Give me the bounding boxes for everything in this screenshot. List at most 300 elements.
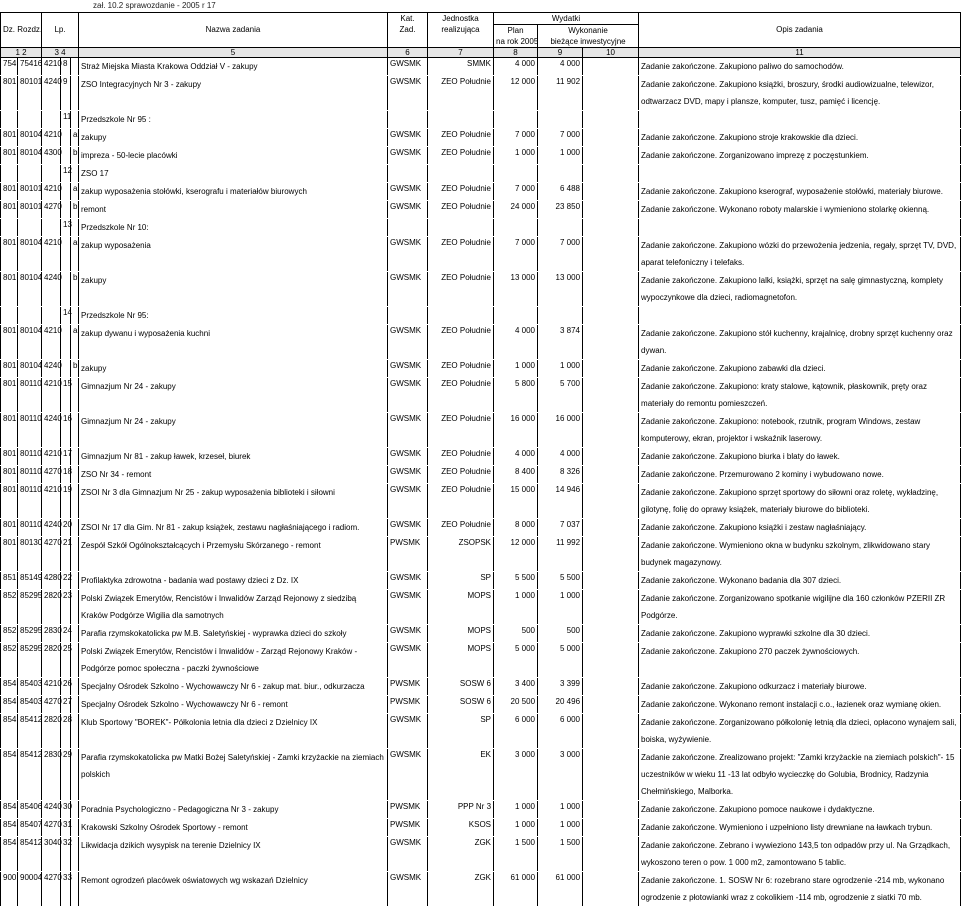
cell-sub: a xyxy=(71,183,79,201)
cell-dz: 801 xyxy=(1,147,18,165)
table-row xyxy=(1,625,961,643)
cell-par xyxy=(42,219,61,237)
table-row xyxy=(1,325,961,360)
table-row xyxy=(1,837,961,872)
cell-opis xyxy=(639,307,961,325)
cell-wyk: 1 000 xyxy=(538,801,583,819)
cell-nazwa: ZSOI Nr 17 dla Gim. Nr 81 - zakup książek, zestawu nagłaśniającego i radiom. xyxy=(79,519,388,537)
cell-lp xyxy=(61,272,71,307)
cell-par: 4270 xyxy=(42,872,61,907)
cell-jedn: ZEO Południe xyxy=(428,272,494,307)
cell-opis: Zadanie zakończone. Zakupiono zabawki dla dzieci. xyxy=(639,360,961,378)
cell-rozdz: 80104 xyxy=(18,129,42,147)
cell-opis: Zadanie zakończone. Zakupiono stół kuchenny, krajalnicę, drobny sprzęt kuchenny oraz dywan. xyxy=(639,325,961,360)
cell-kat: GWSMK xyxy=(388,484,428,519)
cell-dz: 801 xyxy=(1,360,18,378)
cell-inw xyxy=(583,678,639,696)
cell-plan: 7 000 xyxy=(494,129,538,147)
table-row xyxy=(1,76,961,111)
cell-nazwa: remont xyxy=(79,201,388,219)
cell-dz: 801 xyxy=(1,378,18,413)
cell-inw xyxy=(583,219,639,237)
cell-nazwa: ZSO 17 xyxy=(79,165,388,183)
cell-nazwa: Gimnazjum Nr 81 - zakup ławek, krzeseł, biurek xyxy=(79,448,388,466)
cell-nazwa: Likwidacja dzikich wysypisk na terenie Dzielnicy IX xyxy=(79,837,388,872)
cell-rozdz: 75416 xyxy=(18,58,42,76)
cell-rozdz: 80104 xyxy=(18,325,42,360)
cell-dz xyxy=(1,165,18,183)
cell-dz xyxy=(1,219,18,237)
cell-wyk: 1 500 xyxy=(538,837,583,872)
cell-dz: 854 xyxy=(1,696,18,714)
table-row xyxy=(1,448,961,466)
cell-inw xyxy=(583,696,639,714)
cell-nazwa: zakupy xyxy=(79,129,388,147)
cell-wyk: 16 000 xyxy=(538,413,583,448)
cell-wyk: 7 000 xyxy=(538,237,583,272)
cell-par: 2830 xyxy=(42,749,61,801)
cell-plan: 5 800 xyxy=(494,378,538,413)
cell-kat: GWSMK xyxy=(388,183,428,201)
cell-opis: Zadanie zakończone. Zebrano i wywieziono 143,5 ton odpadów przy ul. Na Grządkach, wykoszono teren o pow. 1 000 m2, zamontowano 5 tablic. xyxy=(639,837,961,872)
cell-wyk: 11 902 xyxy=(538,76,583,111)
cell-jedn xyxy=(428,165,494,183)
cell-opis: Zadanie zakończone. Zakupiono stroje krakowskie dla dzieci. xyxy=(639,129,961,147)
cell-nazwa: Profilaktyka zdrowotna - badania wad postawy dzieci z Dz. IX xyxy=(79,572,388,590)
cell-wyk: 11 992 xyxy=(538,537,583,572)
table-row xyxy=(1,413,961,448)
cell-lp: 11 xyxy=(61,111,71,129)
cell-kat: GWSMK xyxy=(388,643,428,678)
cell-nazwa: Przedszkole Nr 95: xyxy=(79,307,388,325)
cell-inw xyxy=(583,129,639,147)
cell-par xyxy=(42,165,61,183)
cell-wyk: 8 326 xyxy=(538,466,583,484)
cell-inw xyxy=(583,749,639,801)
cell-plan: 500 xyxy=(494,625,538,643)
cell-par: 4270 xyxy=(42,696,61,714)
cell-par: 4210 xyxy=(42,129,61,147)
cell-opis: Zadanie zakończone. Zakupiono wyprawki szkolne dla 30 dzieci. xyxy=(639,625,961,643)
cell-plan: 4 000 xyxy=(494,448,538,466)
cell-jedn: ZEO Południe xyxy=(428,237,494,272)
cell-nazwa: Straż Miejska Miasta Krakowa Oddział V - zakupy xyxy=(79,58,388,76)
cell-nazwa: ZSO Nr 34 - remont xyxy=(79,466,388,484)
cell-lp: 16 xyxy=(61,413,71,448)
cell-jedn: SP xyxy=(428,714,494,749)
cell-wyk: 1 000 xyxy=(538,147,583,165)
table-row xyxy=(1,272,961,307)
table-row xyxy=(1,590,961,625)
cell-inw xyxy=(583,572,639,590)
cell-inw xyxy=(583,819,639,837)
cell-inw xyxy=(583,201,639,219)
cell-lp: 17 xyxy=(61,448,71,466)
cell-inw xyxy=(583,625,639,643)
table-row xyxy=(1,147,961,165)
cell-opis: Zadanie zakończone. Zorganizowano imprezę z poczęstunkiem. xyxy=(639,147,961,165)
cell-sub: b xyxy=(71,201,79,219)
cell-dz: 801 xyxy=(1,519,18,537)
table-row xyxy=(1,872,961,907)
cell-nazwa: Polski Związek Emerytów, Rencistów i Inwalidów - Zarząd Rejonowy Kraków - Podgórze pomoc społeczna - paczki żywnościowe xyxy=(79,643,388,678)
cell-dz xyxy=(1,307,18,325)
table-body xyxy=(1,58,961,907)
cell-inw xyxy=(583,111,639,129)
cell-wyk: 23 850 xyxy=(538,201,583,219)
table-row xyxy=(1,696,961,714)
cell-rozdz: 80110 xyxy=(18,519,42,537)
cell-lp: 27 xyxy=(61,696,71,714)
table-row xyxy=(1,307,961,325)
cell-dz: 754 xyxy=(1,58,18,76)
header-wydatki: Wydatki xyxy=(494,13,639,25)
cell-wyk: 3 874 xyxy=(538,325,583,360)
cell-lp: 8 xyxy=(61,58,71,76)
cell-plan: 5 000 xyxy=(494,643,538,678)
cell-par: 2820 xyxy=(42,643,61,678)
cell-plan: 3 400 xyxy=(494,678,538,696)
cell-kat: GWSMK xyxy=(388,147,428,165)
cell-kat: GWSMK xyxy=(388,237,428,272)
cell-kat: GWSMK xyxy=(388,58,428,76)
cell-dz: 801 xyxy=(1,129,18,147)
table-row xyxy=(1,360,961,378)
cell-par: 4210 xyxy=(42,183,61,201)
cell-opis: Zadanie zakończone. Wymieniono okna w budynku szkolnym, zlikwidowano stary budynek magazynowy. xyxy=(639,537,961,572)
cell-par xyxy=(42,111,61,129)
cell-plan: 1 000 xyxy=(494,590,538,625)
cell-kat: GWSMK xyxy=(388,466,428,484)
table-row xyxy=(1,819,961,837)
cell-plan: 7 000 xyxy=(494,183,538,201)
cell-dz: 852 xyxy=(1,625,18,643)
cell-jedn: SOSW 6 xyxy=(428,696,494,714)
cell-opis: Zadanie zakończone. Zakupiono książki, broszury, środki audiowizualne, telewizor, odtwarzacz DVD, mapy i plansze, komputer, tusz, pamięć i licencję. xyxy=(639,76,961,111)
cell-plan xyxy=(494,307,538,325)
cell-kat: GWSMK xyxy=(388,378,428,413)
cell-kat: GWSMK xyxy=(388,519,428,537)
cell-rozdz: 90004 xyxy=(18,872,42,907)
cell-dz: 801 xyxy=(1,448,18,466)
table-row xyxy=(1,165,961,183)
cell-lp xyxy=(61,325,71,360)
cell-opis: Zadanie zakończone. Zrealizowano projekt: "Zamki krzyżackie na ziemiach polskich"- 15 uczestników w wieku 11 -13 lat odbyło wycieczkę do Golubia, Brodnicy, Radzynia Chełmińskiego, Malborka. xyxy=(639,749,961,801)
cell-opis: Zadanie zakończone. Zakupiono biurka i blaty do ławek. xyxy=(639,448,961,466)
cell-wyk: 1 000 xyxy=(538,590,583,625)
cell-nazwa: zakup wyposażenia stołówki, kserografu i materiałów biurowych xyxy=(79,183,388,201)
cell-nazwa: zakupy xyxy=(79,360,388,378)
cell-rozdz: 85407 xyxy=(18,819,42,837)
cell-wyk: 5 700 xyxy=(538,378,583,413)
cell-plan: 1 000 xyxy=(494,147,538,165)
cell-inw xyxy=(583,413,639,448)
cell-kat: PWSMK xyxy=(388,537,428,572)
cell-kat: PWSMK xyxy=(388,678,428,696)
cell-inw xyxy=(583,484,639,519)
cell-rozdz: 80101 xyxy=(18,201,42,219)
cell-nazwa: ZSO Integracyjnych Nr 3 - zakupy xyxy=(79,76,388,111)
cell-opis xyxy=(639,165,961,183)
cell-wyk: 14 946 xyxy=(538,484,583,519)
cell-plan: 15 000 xyxy=(494,484,538,519)
cell-plan: 8 000 xyxy=(494,519,538,537)
cell-inw xyxy=(583,714,639,749)
cell-lp xyxy=(61,237,71,272)
cell-dz: 851 xyxy=(1,572,18,590)
table-row xyxy=(1,678,961,696)
cell-nazwa: zakupy xyxy=(79,272,388,307)
cell-kat: GWSMK xyxy=(388,749,428,801)
cell-jedn: ZSOPSK xyxy=(428,537,494,572)
cell-par: 4240 xyxy=(42,272,61,307)
cell-inw xyxy=(583,378,639,413)
cell-plan: 4 000 xyxy=(494,58,538,76)
cell-kat: GWSMK xyxy=(388,413,428,448)
cell-rozdz: 80104 xyxy=(18,237,42,272)
cell-plan: 5 500 xyxy=(494,572,538,590)
cell-jedn: ZEO Południe xyxy=(428,183,494,201)
cell-wyk: 500 xyxy=(538,625,583,643)
cell-plan: 12 000 xyxy=(494,537,538,572)
cell-rozdz: 80110 xyxy=(18,484,42,519)
header-num-1-2: 1 2 xyxy=(1,48,42,58)
cell-nazwa: Parafia rzymskokatolicka pw M.B. Saletyńskiej - wyprawka dzieci do szkoły xyxy=(79,625,388,643)
cell-nazwa: ZSOI Nr 3 dla Gimnazjum Nr 25 - zakup wyposażenia biblioteki i siłowni xyxy=(79,484,388,519)
cell-opis: Zadanie zakończone. Zakupiono wózki do przewożenia jedzenia, regały, sprzęt TV, DVD, aparat telefoniczny i telefaks. xyxy=(639,237,961,272)
cell-wyk: 6 000 xyxy=(538,714,583,749)
cell-jedn: MOPS xyxy=(428,643,494,678)
cell-lp xyxy=(61,147,71,165)
cell-dz: 801 xyxy=(1,484,18,519)
cell-dz: 801 xyxy=(1,201,18,219)
cell-nazwa: Parafia rzymskokatolicka pw Matki Bożej Saletyńskiej - Zamki krzyżackie na ziemiach polskich xyxy=(79,749,388,801)
cell-par: 4210 xyxy=(42,237,61,272)
cell-par: 4210 xyxy=(42,484,61,519)
cell-kat: GWSMK xyxy=(388,448,428,466)
table-row xyxy=(1,129,961,147)
cell-wyk: 7 037 xyxy=(538,519,583,537)
cell-wyk: 61 000 xyxy=(538,872,583,907)
table-row xyxy=(1,237,961,272)
cell-sub: a xyxy=(71,325,79,360)
cell-jedn: ZEO Południe xyxy=(428,201,494,219)
cell-sub: a xyxy=(71,237,79,272)
cell-plan: 16 000 xyxy=(494,413,538,448)
cell-plan xyxy=(494,219,538,237)
cell-wyk xyxy=(538,111,583,129)
cell-plan: 6 000 xyxy=(494,714,538,749)
cell-wyk: 1 000 xyxy=(538,360,583,378)
cell-opis: Zadanie zakończone. Zakupiono pomoce naukowe i dydaktyczne. xyxy=(639,801,961,819)
cell-jedn: ZGK xyxy=(428,872,494,907)
cell-inw xyxy=(583,872,639,907)
cell-par: 4240 xyxy=(42,360,61,378)
cell-inw xyxy=(583,643,639,678)
header-kat: Kat. Zad. xyxy=(388,13,428,48)
cell-opis: Zadanie zakończone. Wykonano badania dla 307 dzieci. xyxy=(639,572,961,590)
cell-kat: GWSMK xyxy=(388,590,428,625)
cell-nazwa: Krakowski Szkolny Ośrodek Sportowy - remont xyxy=(79,819,388,837)
cell-rozdz: 85295 xyxy=(18,625,42,643)
cell-sub xyxy=(71,58,79,76)
cell-kat xyxy=(388,307,428,325)
table-row xyxy=(1,519,961,537)
cell-par: 4240 xyxy=(42,413,61,448)
cell-par: 4240 xyxy=(42,519,61,537)
cell-plan: 8 400 xyxy=(494,466,538,484)
cell-nazwa: Specjalny Ośrodek Szkolno - Wychowawczy Nr 6 - zakup mat. biur., odkurzacza xyxy=(79,678,388,696)
cell-dz: 854 xyxy=(1,837,18,872)
cell-wyk: 3 000 xyxy=(538,749,583,801)
cell-kat: GWSMK xyxy=(388,360,428,378)
cell-lp: 30 xyxy=(61,801,71,819)
header-opis: Opis zadania xyxy=(639,13,961,48)
cell-rozdz: 80110 xyxy=(18,448,42,466)
cell-par: 3040 xyxy=(42,837,61,872)
cell-nazwa: Gimnazjum Nr 24 - zakupy xyxy=(79,413,388,448)
cell-opis: Zadanie zakończone. Przemurowano 2 kominy i wybudowano nowe. xyxy=(639,466,961,484)
cell-jedn: ZEO Południe xyxy=(428,76,494,111)
cell-wyk: 4 000 xyxy=(538,58,583,76)
cell-inw xyxy=(583,325,639,360)
cell-kat: GWSMK xyxy=(388,714,428,749)
cell-dz: 854 xyxy=(1,801,18,819)
cell-jedn: ZEO Południe xyxy=(428,519,494,537)
cell-wyk xyxy=(538,165,583,183)
cell-lp: 28 xyxy=(61,714,71,749)
cell-sub xyxy=(71,76,79,111)
report-table xyxy=(0,12,961,907)
cell-inw xyxy=(583,76,639,111)
cell-inw xyxy=(583,519,639,537)
cell-lp: 31 xyxy=(61,819,71,837)
cell-rozdz: 80110 xyxy=(18,466,42,484)
cell-rozdz: 85412 xyxy=(18,714,42,749)
cell-wyk: 13 000 xyxy=(538,272,583,307)
cell-rozdz: 85403 xyxy=(18,678,42,696)
cell-lp: 29 xyxy=(61,749,71,801)
cell-plan: 4 000 xyxy=(494,325,538,360)
cell-rozdz xyxy=(18,219,42,237)
cell-rozdz: 80110 xyxy=(18,413,42,448)
cell-jedn: PPP Nr 3 xyxy=(428,801,494,819)
cell-plan: 20 500 xyxy=(494,696,538,714)
cell-lp: 24 xyxy=(61,625,71,643)
cell-lp xyxy=(61,201,71,219)
cell-jedn: ZEO Południe xyxy=(428,484,494,519)
cell-jedn xyxy=(428,219,494,237)
cell-jedn: ZEO Południe xyxy=(428,413,494,448)
cell-jedn: ZEO Południe xyxy=(428,325,494,360)
cell-rozdz: 80130 xyxy=(18,537,42,572)
table-row xyxy=(1,572,961,590)
table-row xyxy=(1,714,961,749)
cell-kat: GWSMK xyxy=(388,837,428,872)
cell-par: 4210 xyxy=(42,58,61,76)
cell-dz: 852 xyxy=(1,643,18,678)
table-row xyxy=(1,466,961,484)
cell-jedn: EK xyxy=(428,749,494,801)
cell-plan: 13 000 xyxy=(494,272,538,307)
cell-sub: b xyxy=(71,147,79,165)
cell-par: 2820 xyxy=(42,590,61,625)
cell-par: 4210 xyxy=(42,448,61,466)
cell-lp: 19 xyxy=(61,484,71,519)
cell-lp: 9 xyxy=(61,76,71,111)
cell-jedn xyxy=(428,307,494,325)
header-num-10: 10 xyxy=(583,48,639,58)
cell-dz xyxy=(1,111,18,129)
cell-opis: Zadanie zakończone. Zakupiono sprzęt sportowy do siłowni oraz roletę, wykładzinę, gilotynę, folię do oprawy książek, materiały biurowe do biblioteki. xyxy=(639,484,961,519)
cell-nazwa: zakup dywanu i wyposażenia kuchni xyxy=(79,325,388,360)
cell-rozdz: 85412 xyxy=(18,749,42,801)
cell-nazwa: Przedszkole Nr 10: xyxy=(79,219,388,237)
cell-par: 4210 xyxy=(42,678,61,696)
header-num-7: 7 xyxy=(428,48,494,58)
cell-wyk: 1 000 xyxy=(538,819,583,837)
cell-inw xyxy=(583,165,639,183)
cell-inw xyxy=(583,466,639,484)
cell-nazwa: Poradnia Psychologiczno - Pedagogiczna Nr 3 - zakupy xyxy=(79,801,388,819)
cell-opis: Zadanie zakończone. Zakupiono kserograf, wyposażenie stołówki, materiały biurowe. xyxy=(639,183,961,201)
cell-dz: 854 xyxy=(1,749,18,801)
cell-dz: 801 xyxy=(1,76,18,111)
cell-inw xyxy=(583,272,639,307)
cell-opis: Zadanie zakończone. Zakupiono odkurzacz i materiały biurowe. xyxy=(639,678,961,696)
cell-inw xyxy=(583,147,639,165)
cell-plan: 12 000 xyxy=(494,76,538,111)
cell-kat: GWSMK xyxy=(388,325,428,360)
cell-nazwa: Klub Sportowy "BOREK"- Półkolonia letnia dla dzieci z Dzielnicy IX xyxy=(79,714,388,749)
cell-wyk: 5 000 xyxy=(538,643,583,678)
cell-wyk xyxy=(538,307,583,325)
cell-lp: 13 xyxy=(61,219,71,237)
cell-jedn: MOPS xyxy=(428,625,494,643)
cell-opis: Zadanie zakończone. Wymieniono i uzpełniono listy drewniane na ławkach trybun. xyxy=(639,819,961,837)
cell-wyk: 7 000 xyxy=(538,129,583,147)
cell-opis: Zadanie zakończone. Wykonano remont instalacji c.o., łazienek oraz wymianę okien. xyxy=(639,696,961,714)
cell-nazwa: Polski Związek Emerytów, Rencistów i Inwalidów Zarząd Rejonowy z siedzibą Kraków Podgórze Wigilia dla samotnych xyxy=(79,590,388,625)
cell-plan: 61 000 xyxy=(494,872,538,907)
cell-rozdz: 85406 xyxy=(18,801,42,819)
cell-par: 2820 xyxy=(42,714,61,749)
cell-plan: 1 000 xyxy=(494,360,538,378)
table-row xyxy=(1,201,961,219)
cell-opis: Zadanie zakończone. Wykonano roboty malarskie i wymieniono stolarkę okienną. xyxy=(639,201,961,219)
cell-jedn: SMMK xyxy=(428,58,494,76)
cell-opis: Zadanie zakończone. Zakupiono 270 paczek żywnościowych. xyxy=(639,643,961,678)
cell-inw xyxy=(583,360,639,378)
cell-jedn: SP xyxy=(428,572,494,590)
cell-lp xyxy=(61,129,71,147)
table-row xyxy=(1,643,961,678)
cell-jedn: ZEO Południe xyxy=(428,129,494,147)
cell-nazwa: Przedszkole Nr 95 : xyxy=(79,111,388,129)
cell-nazwa: Gimnazjum Nr 24 - zakupy xyxy=(79,378,388,413)
cell-opis: Zadanie zakończone. Zakupiono: kraty stalowe, kątownik, płaskownik, pręty oraz materiały do remontu pomieszczeń. xyxy=(639,378,961,413)
cell-jedn: SOSW 6 xyxy=(428,678,494,696)
header-num-8: 8 xyxy=(494,48,538,58)
cell-lp: 32 xyxy=(61,837,71,872)
cell-jedn: ZEO Południe xyxy=(428,448,494,466)
cell-dz: 801 xyxy=(1,466,18,484)
cell-dz: 801 xyxy=(1,272,18,307)
cell-inw xyxy=(583,237,639,272)
cell-inw xyxy=(583,837,639,872)
header-num-9: 9 xyxy=(538,48,583,58)
cell-plan: 1 000 xyxy=(494,801,538,819)
